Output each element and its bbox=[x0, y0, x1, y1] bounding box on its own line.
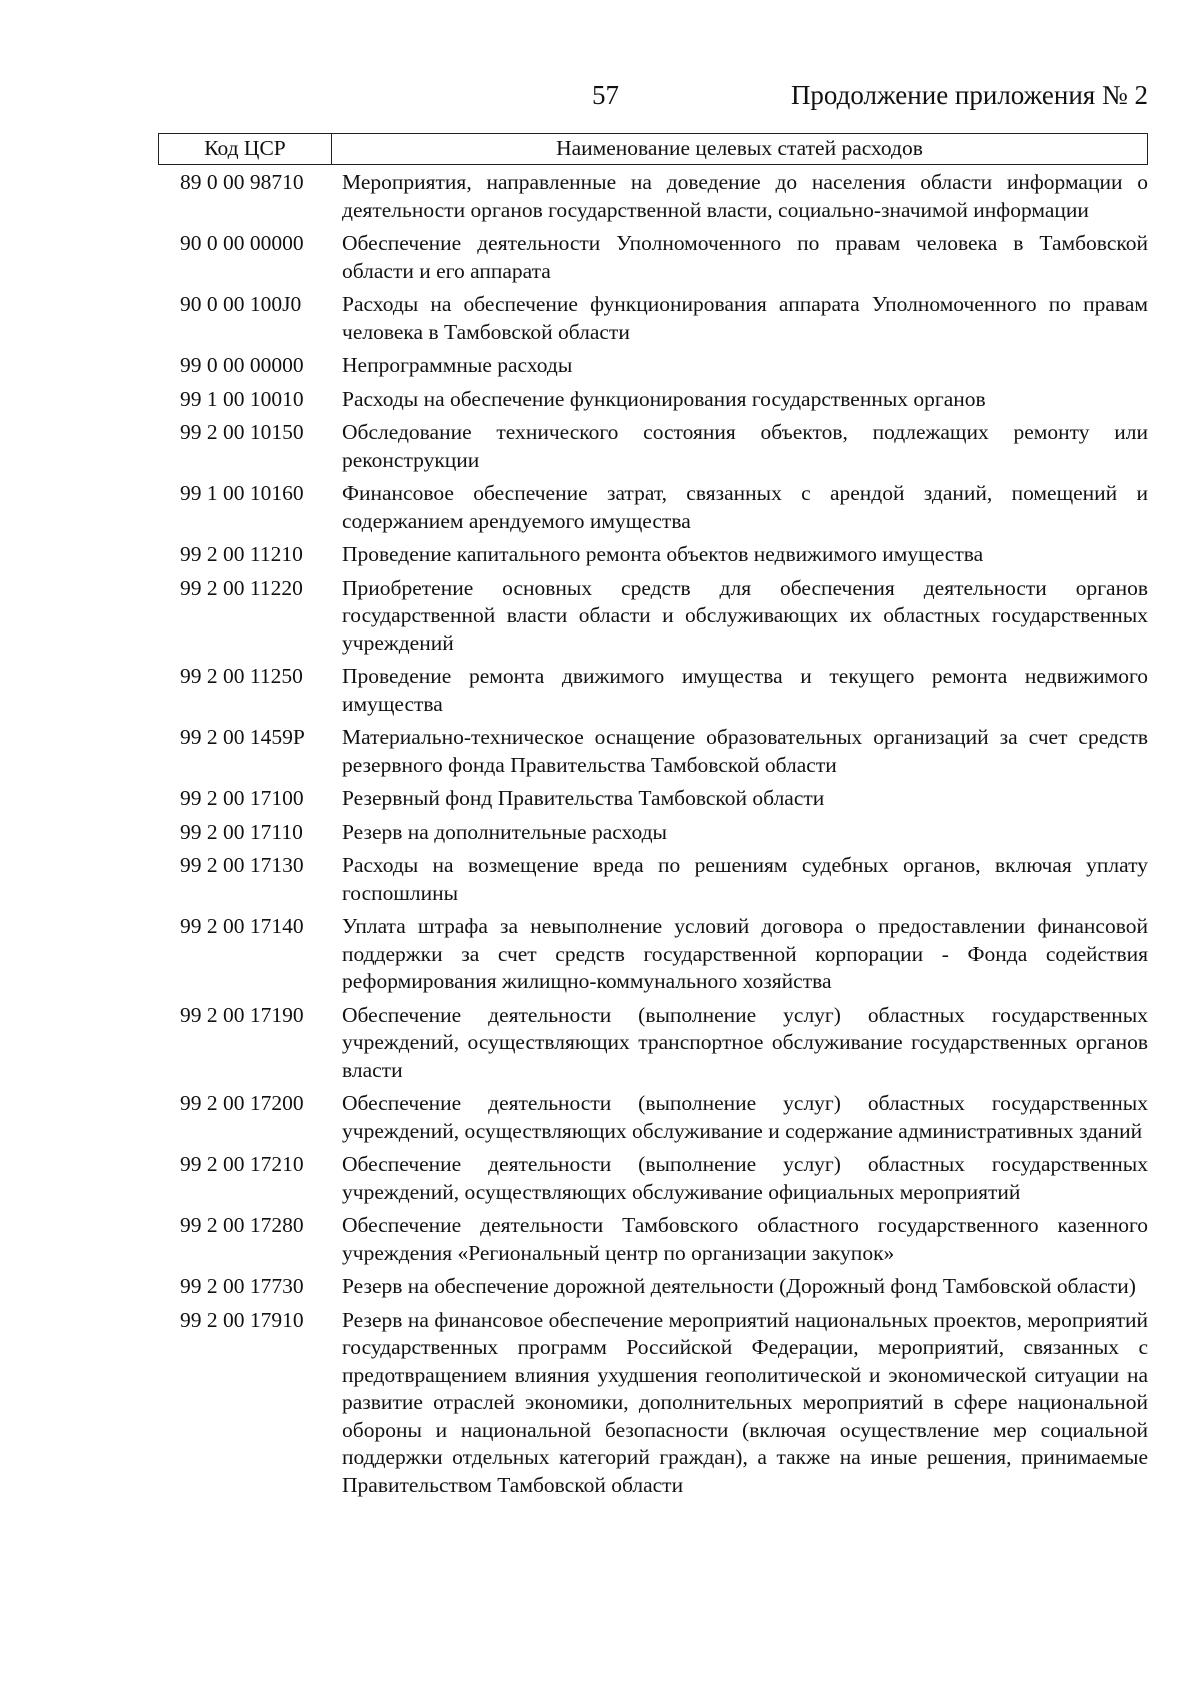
row-name: Обследование технического состояния объектов, подлежащих ремонту или реконструкции bbox=[342, 420, 1148, 472]
row-code: 99 1 00 10160 bbox=[180, 481, 304, 505]
row-code: 99 1 00 10010 bbox=[180, 386, 304, 411]
table-row bbox=[158, 785, 1148, 813]
row-name: Приобретение основных средств для обеспечения деятельности органов государственной власти области и обслуживающих их областных государственных учреждений bbox=[342, 575, 1148, 655]
table-row bbox=[158, 663, 1148, 718]
table-row bbox=[158, 819, 1148, 847]
page-header bbox=[0, 78, 1200, 118]
table-row bbox=[158, 291, 1148, 346]
row-code: 89 0 00 98710 bbox=[180, 170, 304, 194]
table-row bbox=[158, 913, 1148, 996]
table-row bbox=[158, 1002, 1148, 1085]
row-code: 99 2 00 11220 bbox=[180, 575, 303, 600]
row-code: 99 2 00 17130 bbox=[180, 853, 304, 877]
table-header bbox=[158, 133, 1148, 165]
table-row bbox=[158, 1212, 1148, 1267]
table-row bbox=[158, 1273, 1148, 1301]
row-code: 99 2 00 17100 bbox=[180, 786, 304, 810]
table-row bbox=[158, 724, 1148, 779]
row-code: 99 2 00 17910 bbox=[180, 1307, 304, 1332]
row-name: Обеспечение деятельности (выполнение услуг) областных государственных учреждений, осуществляющих обслуживание и содержание административных зданий bbox=[342, 1091, 1148, 1143]
table-row bbox=[158, 1151, 1148, 1206]
row-name: Резерв на финансовое обеспечение мероприятий национальных проектов, мероприятий государственных программ Российской Федерации, мероприятий, связанных с предотвращением влияния ухудшения геополитической и экономической ситуации на развитие отраслей экономики, дополнительных мероприятий в сфере национальной обороны и национальной безопасности (включая осуществление мер социальной поддержки отдельных категорий граждан), а также на иные решения, принимаемые Правительством Тамбовской области bbox=[342, 1307, 1148, 1497]
column-header-code: Код ЦСР bbox=[159, 134, 332, 164]
table-row bbox=[158, 575, 1148, 658]
row-name: Резерв на дополнительные расходы bbox=[342, 819, 667, 844]
table-row bbox=[158, 386, 1148, 414]
row-code: 99 2 00 11250 bbox=[180, 664, 303, 688]
row-name: Материально-техническое оснащение образовательных организаций за счет средств резервного фонда Правительства Тамбовской области bbox=[342, 725, 1148, 777]
table-row bbox=[158, 419, 1148, 474]
row-name: Обеспечение деятельности Уполномоченного по правам человека в Тамбовской области и его аппарата bbox=[342, 231, 1148, 283]
row-code: 99 2 00 11210 bbox=[180, 542, 303, 566]
row-code: 99 2 00 17140 bbox=[180, 914, 304, 938]
row-name: Расходы на обеспечение функционирования аппарата Уполномоченного по правам человека в Тамбовской области bbox=[342, 292, 1148, 344]
row-code: 99 2 00 1459P bbox=[180, 725, 305, 749]
table-row bbox=[158, 1090, 1148, 1145]
row-code: 99 2 00 17210 bbox=[180, 1152, 304, 1176]
row-name: Проведение ремонта движимого имущества и текущего ремонта недвижимого имущества bbox=[342, 664, 1148, 716]
row-code: 99 0 00 00000 bbox=[180, 353, 304, 377]
appendix-note: Продолжение приложения № 2 bbox=[790, 80, 1148, 110]
table-row bbox=[158, 852, 1148, 907]
row-code: 99 2 00 17200 bbox=[180, 1091, 304, 1115]
table-row bbox=[158, 541, 1148, 569]
table-body bbox=[158, 169, 1148, 1499]
row-code: 99 2 00 10150 bbox=[180, 420, 304, 444]
table-row bbox=[158, 480, 1148, 535]
row-name: Резерв на обеспечение дорожной деятельности (Дорожный фонд Тамбовской области) bbox=[342, 1274, 1136, 1298]
table-row bbox=[158, 1307, 1148, 1500]
row-code: 99 2 00 17190 bbox=[180, 1002, 304, 1027]
page-number: 57 bbox=[592, 80, 619, 110]
row-name: Мероприятия, направленные на доведение до населения области информации о деятельности органов государственной власти, социально-значимой информации bbox=[342, 170, 1148, 222]
row-name: Непрограммные расходы bbox=[342, 353, 573, 377]
row-name: Уплата штрафа за невыполнение условий договора о предоставлении финансовой поддержки за счет средств государственной корпорации - Фонда содействия реформирования жилищно-коммунального хозяйства bbox=[342, 914, 1148, 993]
row-code: 99 2 00 17280 bbox=[180, 1213, 304, 1237]
row-code: 99 2 00 17730 bbox=[180, 1274, 304, 1298]
row-name: Обеспечение деятельности (выполнение услуг) областных государственных учреждений, осуществляющих обслуживание официальных мероприятий bbox=[342, 1152, 1148, 1204]
row-name: Резервный фонд Правительства Тамбовской области bbox=[342, 786, 825, 810]
budget-codes-table bbox=[158, 133, 1148, 1505]
row-name: Обеспечение деятельности Тамбовского областного государственного казенного учреждения «Региональный центр по организации закупок» bbox=[342, 1213, 1148, 1265]
row-name: Финансовое обеспечение затрат, связанных с арендой зданий, помещений и содержанием арендуемого имущества bbox=[342, 481, 1148, 533]
row-code: 90 0 00 00000 bbox=[180, 231, 304, 255]
row-name: Проведение капитального ремонта объектов недвижимого имущества bbox=[342, 542, 984, 566]
row-code: 90 0 00 100J0 bbox=[180, 292, 302, 316]
row-name: Расходы на возмещение вреда по решениям судебных органов, включая уплату госпошлины bbox=[342, 853, 1148, 905]
row-name: Расходы на обеспечение функционирования государственных органов bbox=[342, 386, 986, 411]
column-header-name: Наименование целевых статей расходов bbox=[556, 136, 923, 160]
table-row bbox=[158, 230, 1148, 285]
table-row bbox=[158, 169, 1148, 224]
row-name: Обеспечение деятельности (выполнение услуг) областных государственных учреждений, осуществляющих транспортное обслуживание государственных органов власти bbox=[342, 1002, 1148, 1082]
table-row bbox=[158, 352, 1148, 380]
row-code: 99 2 00 17110 bbox=[180, 819, 303, 844]
